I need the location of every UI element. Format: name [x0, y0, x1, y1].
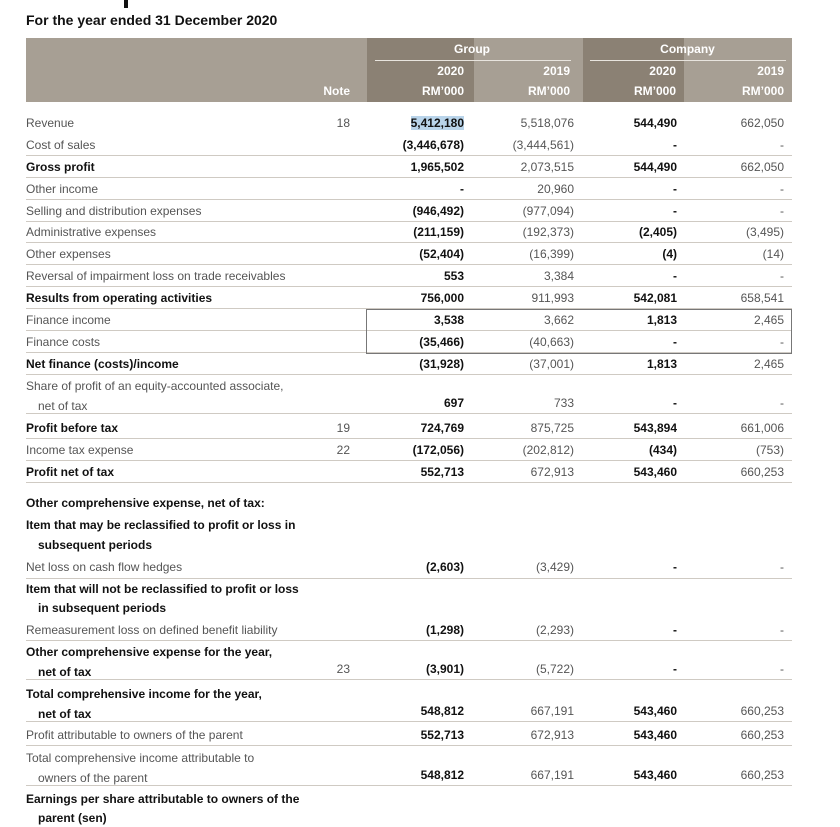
nonreclass-heading-cont: in subsequent periods [38, 601, 167, 615]
row-label: Other income [26, 182, 99, 196]
company-2020-year: 2020 [649, 64, 676, 78]
row-note: 18 [336, 116, 350, 130]
company-2020-value: 544,490 [633, 116, 677, 130]
row-label-line1: Share of profit of an equity-accounted associate, [26, 379, 284, 393]
table-row [26, 619, 792, 641]
table-row [26, 748, 792, 786]
company-2019-value: 2,465 [753, 357, 784, 371]
group-2020-value: (172,056) [412, 443, 464, 457]
company-2019-year: 2019 [757, 64, 784, 78]
group-2020-value: 697 [443, 396, 464, 410]
group-2020-value: 552,713 [420, 728, 464, 742]
row-label [26, 748, 316, 788]
row-label: Profit net of tax [26, 465, 115, 479]
table-row [26, 112, 792, 134]
row-label: Revenue [26, 116, 75, 130]
group-2020-value: (52,404) [419, 247, 464, 261]
company-header: Company [660, 42, 715, 56]
row-label: Gross profit [26, 160, 95, 174]
company-2019-value: 660,253 [740, 728, 784, 742]
company-2020-value: - [673, 396, 677, 410]
company-2020-value: - [673, 560, 677, 574]
company-2019-value: 660,253 [740, 704, 784, 718]
company-2019-value: - [780, 335, 784, 349]
group-2019-value: 911,993 [531, 291, 574, 305]
company-2020-value: (2,405) [638, 225, 677, 239]
table-row [26, 376, 792, 414]
group-2020-year: 2020 [437, 64, 464, 78]
group-2020-value: 548,812 [420, 768, 464, 782]
oci-heading: Other comprehensive expense, net of tax: [26, 496, 265, 510]
group-2019-value: (2,293) [535, 623, 574, 637]
group-2019-value: (3,429) [535, 560, 574, 574]
company-2019-value: - [780, 662, 784, 676]
group-2019-value: (202,812) [522, 443, 574, 457]
table-row [26, 265, 792, 287]
company-2019-value: - [780, 204, 784, 218]
company-header-rule [590, 60, 786, 61]
company-2020-value: (4) [662, 247, 677, 261]
table-row [26, 331, 792, 353]
group-2019-value: 875,725 [530, 421, 574, 435]
company-2019-value: (753) [755, 443, 784, 457]
group-2019-value: 667,191 [530, 768, 574, 782]
row-label: Cost of sales [26, 138, 96, 152]
group-2020-value: (3,446,678) [402, 138, 464, 152]
row-label-line1: Total comprehensive income for the year, [26, 687, 262, 701]
company-2020-value: 544,490 [633, 160, 677, 174]
table-row [26, 309, 792, 331]
group-2020-value: (31,928) [419, 357, 464, 371]
row-label-line2: net of tax [38, 665, 92, 679]
group-2019-value: (40,663) [529, 335, 574, 349]
company-2020-value: 543,460 [633, 704, 677, 718]
row-label: Reversal of impairment loss on trade receivables [26, 269, 286, 283]
company-2019-value: 658,541 [740, 291, 784, 305]
row-note: 19 [336, 421, 350, 435]
table-row [26, 221, 792, 243]
page-marker [124, 0, 128, 8]
group-2020-value: (211,159) [413, 225, 464, 239]
group-2020-value: (3,901) [425, 662, 464, 676]
company-2019-value: - [780, 623, 784, 637]
row-label [26, 684, 316, 724]
group-2019-value: 20,960 [537, 182, 574, 196]
group-2019-value: (37,001) [529, 357, 574, 371]
group-header: Group [454, 42, 490, 56]
row-label-line2: net of tax [38, 399, 88, 413]
group-2019-value: 672,913 [530, 728, 574, 742]
row-label: Finance income [26, 313, 111, 327]
company-2019-value: - [780, 138, 784, 152]
company-2020-value: - [673, 204, 677, 218]
row-label-line2: net of tax [38, 707, 92, 721]
company-2019-value: 661,006 [740, 421, 784, 435]
row-label: Other expenses [26, 247, 111, 261]
table-row [26, 200, 792, 222]
group-2019-value: 5,518,076 [520, 116, 574, 130]
reclass-heading-cont: subsequent periods [38, 538, 153, 552]
table-row [26, 243, 792, 265]
row-label: Remeasurement loss on defined benefit liability [26, 623, 278, 637]
group-2019-value: (16,399) [529, 247, 574, 261]
table-row [26, 439, 792, 461]
table-row [26, 287, 792, 309]
table-row [26, 642, 792, 680]
company-2019-unit: RM’000 [741, 84, 784, 98]
company-2020-value: - [673, 269, 677, 283]
group-header-rule [375, 60, 571, 61]
company-2019-value: 2,465 [753, 313, 784, 327]
row-label: Selling and distribution expenses [26, 204, 202, 218]
group-2019-value: 672,913 [530, 465, 574, 479]
table-row [26, 353, 792, 375]
company-2019-value: 662,050 [740, 116, 784, 130]
table-row [26, 461, 792, 483]
company-2019-value: (3,495) [745, 225, 784, 239]
row-label-line1: Total comprehensive income attributable to [26, 751, 255, 765]
row-label: Net finance (costs)/income [26, 357, 179, 371]
row-label: Income tax expense [26, 443, 134, 457]
row-note: 23 [336, 662, 350, 676]
row-label: Net loss on cash flow hedges [26, 560, 183, 574]
row-label-line2: owners of the parent [38, 771, 148, 785]
row-label: Profit before tax [26, 421, 119, 435]
reclass-heading: Item that may be reclassified to profit or loss in [26, 518, 296, 532]
company-2019-value: - [780, 182, 784, 196]
company-2019-value: - [780, 560, 784, 574]
group-2019-value: (977,094) [522, 204, 574, 218]
group-2019-value: (192,373) [522, 225, 574, 239]
company-2020-value: 1,813 [646, 357, 677, 371]
company-2020-value: 542,081 [633, 291, 677, 305]
table-row [26, 556, 792, 578]
company-2020-value: - [673, 623, 677, 637]
group-2019-value: (3,444,561) [512, 138, 574, 152]
company-2020-value: (434) [648, 443, 677, 457]
company-2020-value: 543,894 [633, 421, 677, 435]
row-label: Profit attributable to owners of the parent [26, 728, 243, 742]
group-2020-value: (1,298) [425, 623, 464, 637]
nonreclass-heading: Item that will not be reclassified to profit or loss [26, 582, 299, 596]
group-2020-value: 548,812 [420, 704, 464, 718]
group-2019-value: 667,191 [530, 704, 574, 718]
group-2020-value: 552,713 [420, 465, 464, 479]
eps-heading: Earnings per share attributable to owners of the [26, 792, 300, 806]
row-label: Results from operating activities [26, 291, 213, 305]
company-2019-value: 662,050 [740, 160, 784, 174]
table-row [26, 178, 792, 200]
group-2020-value: 553 [443, 269, 464, 283]
group-2019-value: 2,073,515 [520, 160, 574, 174]
row-label-line1: Other comprehensive expense for the year, [26, 645, 273, 659]
row-label [26, 642, 316, 682]
group-2020-value: (35,466) [419, 335, 464, 349]
company-2019-value: 660,253 [740, 465, 784, 479]
group-2020-value: 3,538 [433, 313, 464, 327]
group-2019-value: 733 [553, 396, 574, 410]
group-2019-value: 3,662 [543, 313, 574, 327]
group-2019-unit: RM’000 [527, 84, 570, 98]
group-2020-value: (2,603) [425, 560, 464, 574]
group-2019-value: 3,384 [543, 269, 574, 283]
company-2020-value: - [673, 335, 677, 349]
table-row [26, 684, 792, 722]
company-2020-value: - [673, 138, 677, 152]
company-2019-value: - [780, 269, 784, 283]
company-2020-value: 543,460 [633, 728, 677, 742]
company-2020-value: 543,460 [633, 465, 677, 479]
group-2020-value: 756,000 [420, 291, 464, 305]
row-label: Administrative expenses [26, 225, 157, 239]
table-row [26, 134, 792, 156]
note-header: Note [323, 84, 350, 98]
company-2019-value: (14) [762, 247, 784, 261]
group-2020-value: 1,965,502 [410, 160, 464, 174]
group-2019-value: (5,722) [535, 662, 574, 676]
company-2020-value: - [673, 182, 677, 196]
group-2020-value: - [460, 182, 464, 196]
table-row [26, 724, 792, 746]
table-row [26, 156, 792, 178]
group-2020-value: 724,769 [420, 421, 464, 435]
company-2019-value: - [780, 396, 784, 410]
group-2020-value [366, 112, 464, 134]
company-2020-value: 543,460 [633, 768, 677, 782]
row-note: 22 [336, 443, 350, 457]
highlighted-value: 5,412,180 [410, 116, 464, 130]
group-2020-value: (946,492) [412, 204, 464, 218]
row-label: Finance costs [26, 335, 101, 349]
group-2019-year: 2019 [543, 64, 570, 78]
group-2020-unit: RM’000 [421, 84, 464, 98]
company-2019-value: 660,253 [740, 768, 784, 782]
company-2020-value: 1,813 [646, 313, 677, 327]
table-row [26, 417, 792, 439]
row-label [26, 376, 316, 416]
page-title: For the year ended 31 December 2020 [26, 12, 278, 28]
company-2020-value: - [673, 662, 677, 676]
company-2020-unit: RM’000 [633, 84, 676, 98]
eps-heading-cont: parent (sen) [38, 811, 107, 825]
